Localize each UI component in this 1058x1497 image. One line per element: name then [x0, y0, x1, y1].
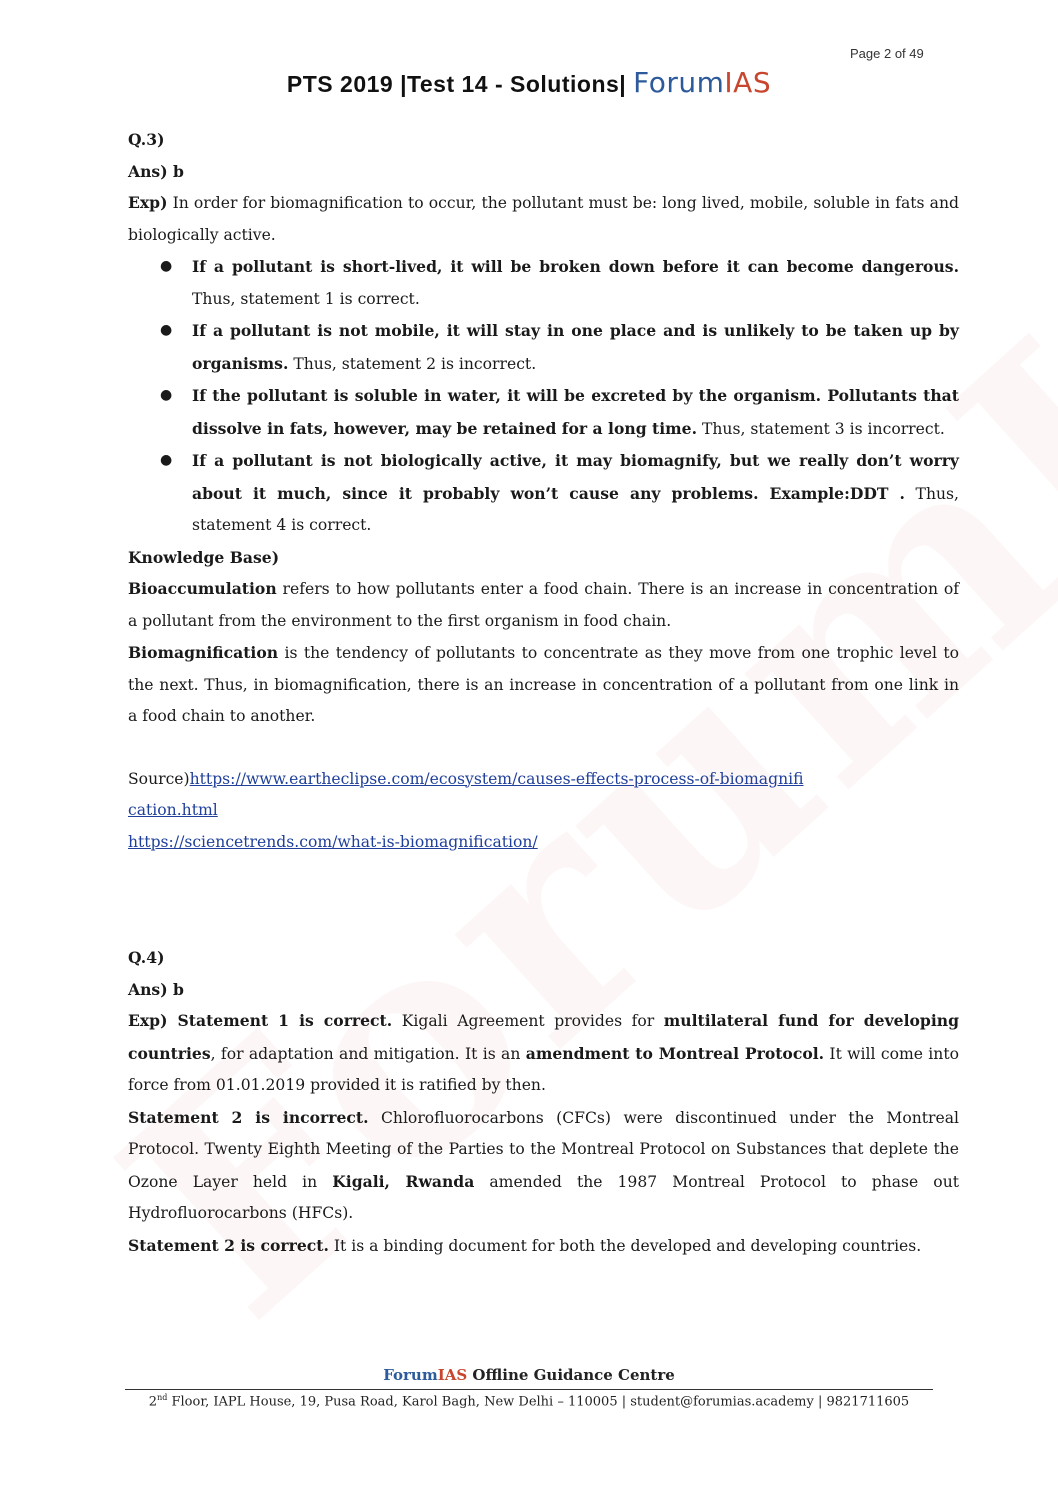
- page-header: [0, 66, 1058, 99]
- statement-text: Kigali Agreement provides for: [392, 1012, 664, 1030]
- source-link-eartheclipse[interactable]: https://www.eartheclipse.com/ecosystem/causes-effects-process-of-biomagnification.html: [128, 769, 804, 819]
- footer-centre: Offline Guidance Centre: [467, 1366, 675, 1384]
- bullet-item: [128, 251, 959, 315]
- statement-2-paragraph: [128, 1102, 959, 1230]
- page-number: Page 2 of 49: [850, 46, 924, 61]
- footer-brand-forum: Forum: [383, 1366, 438, 1384]
- bullet-text: Thus, statement 3 is incorrect.: [697, 419, 945, 438]
- bullet-bold: If a pollutant is not biologically active, it may biomagnify, but we really don’t worry about it much, since it probably won’t cause any problems. Example:DDT .: [192, 451, 959, 503]
- footer-brand-ias: IAS: [437, 1366, 468, 1384]
- bullet-bold: If the pollutant is soluble in water, it will be excreted by the organism. Pollutants that dissolve in fats, however, may be retained for a long time.: [192, 386, 959, 438]
- question-number: Q.3): [128, 130, 165, 149]
- statement-text: It is a binding document for both the developed and developing countries.: [328, 1236, 922, 1255]
- source-line-2: [128, 827, 959, 859]
- exp-label: Exp): [128, 193, 168, 212]
- answer: Ans) b: [128, 161, 184, 181]
- question-number: Q.4): [128, 948, 165, 967]
- answer: Ans) b: [128, 979, 184, 999]
- bullet-icon: ●: [160, 322, 173, 338]
- statement-text: amended the 1987 Montreal Protocol to phase out Hydrofluorocarbons (HFCs).: [128, 1172, 960, 1222]
- statement-1-verdict: Statement 1 is correct.: [167, 1011, 393, 1030]
- explanation: [128, 187, 959, 251]
- bullet-item: [128, 380, 959, 445]
- exp-text: In order for biomagnification to occur, the pollutant must be: long lived, mobile, soluble in fats and biologically active.: [128, 194, 959, 244]
- bioaccumulation-paragraph: [128, 573, 959, 637]
- knowledge-base-label: Knowledge Base): [128, 547, 280, 567]
- header-title: PTS 2019 |Test 14 - Solutions|: [286, 71, 627, 97]
- bioaccumulation-term: Bioaccumulation: [128, 579, 277, 598]
- statement-emphasis: multilateral fund for developing countries: [128, 1011, 959, 1063]
- bullet-text: Thus, statement 2 is incorrect.: [288, 354, 537, 373]
- statement-3-paragraph: [128, 1230, 959, 1263]
- statement-text: Chlorofluorocarbons (CFCs) were discontinued under the Montreal Protocol. Twenty Eighth Meeting of the Parties to the Montreal Protocol on Substances that deplete the Ozone Layer held in: [128, 1108, 959, 1191]
- statement-text: It will come into force from 01.01.2019 provided it is ratified by then.: [128, 1044, 959, 1094]
- statement-2-verdict: Statement 2 is incorrect.: [128, 1107, 369, 1127]
- footer-address: [0, 1393, 1058, 1409]
- biomagnification-paragraph: [128, 637, 959, 733]
- bullet-text: Thus, statement 1 is correct.: [192, 289, 420, 308]
- biomagnification-term: Biomagnification: [128, 643, 279, 662]
- bullet-text: Thus, statement 4 is correct.: [192, 484, 960, 534]
- bullet-bold: If a pollutant is not mobile, it will stay in one place and is unlikely to be taken up by organisms.: [192, 321, 959, 373]
- bullet-item: [128, 445, 959, 542]
- statement-emphasis: Kigali, Rwanda: [332, 1171, 475, 1191]
- brand-ias: IAS: [724, 66, 772, 99]
- exp-label: Exp): [128, 1011, 168, 1030]
- statement-text: , for adaptation and mitigation. It is an: [210, 1044, 526, 1063]
- source-line: [128, 764, 808, 827]
- floor-suffix: nd: [157, 1393, 168, 1402]
- statement-1-paragraph: [128, 1005, 959, 1102]
- statement-emphasis: amendment to Montreal Protocol.: [525, 1043, 825, 1063]
- brand-forum: Forum: [633, 66, 725, 99]
- footer-title: [0, 1366, 1058, 1384]
- address-text: Floor, IAPL House, 19, Pusa Road, Karol Bagh, New Delhi – 110005 | student@forumias.academy | 9821711605: [167, 1394, 910, 1410]
- bioaccumulation-text: refers to how pollutants enter a food chain. There is an increase in concentration of a pollutant from the environment to the first organism in food chain.: [128, 580, 959, 630]
- biomagnification-text: is the tendency of pollutants to concentrate as they move from one trophic level to the next. Thus, in biomagnification, there is an increase in concentration of a pollutant from one link in a food chain to another.: [128, 644, 959, 725]
- bullet-icon: ●: [160, 452, 173, 468]
- statement-3-verdict: Statement 2 is correct.: [128, 1235, 329, 1255]
- floor-number: 2: [148, 1394, 158, 1410]
- bullet-item: [128, 315, 959, 380]
- explanation-bullets: [128, 251, 959, 542]
- solutions-content: [128, 124, 959, 1262]
- bullet-bold: If a pollutant is short-lived, it will be broken down before it can become dangerous.: [192, 257, 959, 276]
- bullet-icon: ●: [160, 258, 173, 274]
- source-link-sciencetrends[interactable]: https://sciencetrends.com/what-is-biomagnification/: [128, 832, 538, 851]
- source-label: Source): [128, 769, 190, 788]
- bullet-icon: ●: [160, 387, 173, 403]
- footer-divider: [125, 1389, 933, 1390]
